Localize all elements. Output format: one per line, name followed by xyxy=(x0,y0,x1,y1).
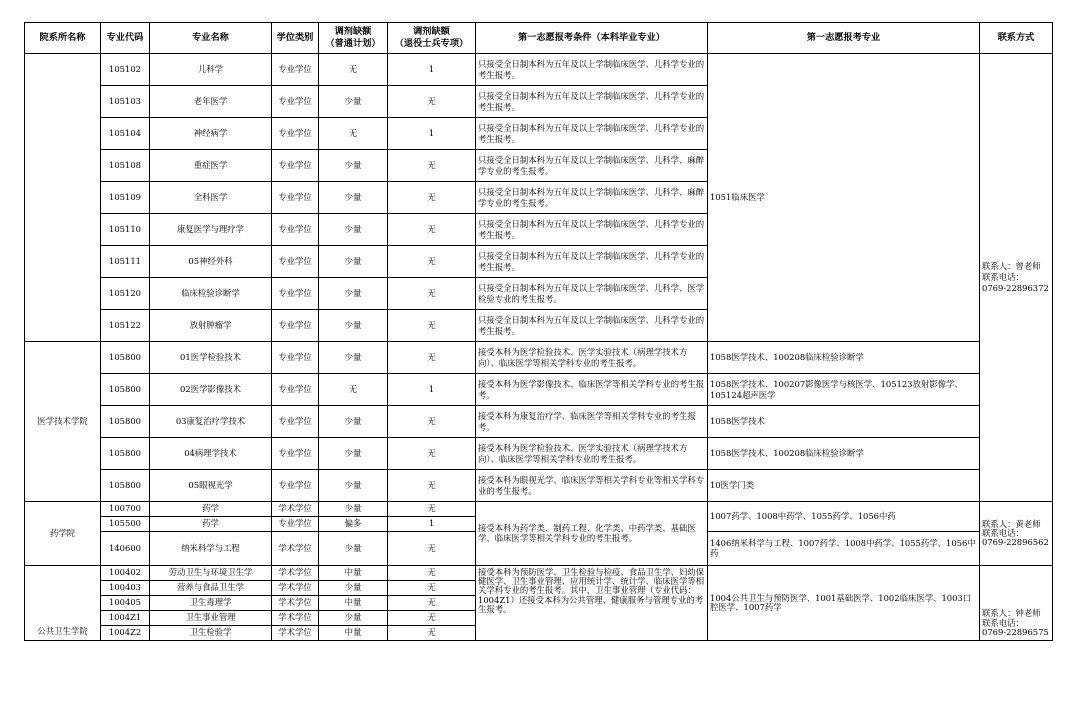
table-row xyxy=(25,54,1053,86)
general-quota-cell: 无 xyxy=(319,54,388,86)
general-quota-cell: 无 xyxy=(319,374,388,406)
contact-phone-label: 联系电话： xyxy=(982,272,1024,283)
college-cell-medtech: 医学技术学院 xyxy=(25,342,101,502)
code-cell: 100405 xyxy=(101,596,150,611)
table-row xyxy=(25,502,1053,517)
name-cell: 放射肿瘤学 xyxy=(150,310,272,342)
condition-cell: 接受本科为医学影像技术、临床医学等相关学科专业的考生报考。 xyxy=(476,374,708,406)
veteran-quota-cell: 无 xyxy=(388,214,476,246)
college-cell-pharmacy: 药学院 xyxy=(25,502,101,566)
veteran-quota-cell: 无 xyxy=(388,406,476,438)
general-quota-cell: 少量 xyxy=(319,438,388,470)
degree-cell: 专业学位 xyxy=(272,278,319,310)
general-quota-cell: 少量 xyxy=(319,278,388,310)
first-choice-cell: 1058医学技术、100208临床检验诊断学 xyxy=(708,342,980,374)
code-cell: 105800 xyxy=(101,406,150,438)
table-row xyxy=(25,342,1053,374)
veteran-quota-cell: 无 xyxy=(388,342,476,374)
general-quota-cell: 少量 xyxy=(319,342,388,374)
table-row xyxy=(25,566,1053,581)
condition-cell: 只接受全日制本科为五年及以上学制临床医学、儿科学专业的考生报考。 xyxy=(476,118,708,150)
first-choice-cell-publichealth: 1004公共卫生与预防医学、1001基础医学、1002临床医学、1003口腔医学、1007药学 xyxy=(708,566,980,641)
first-choice-cell: 1058医学技术、100207影像医学与核医学、105123放射影像学、105124超声医学 xyxy=(708,374,980,406)
name-cell: 劳动卫生与环境卫生学 xyxy=(150,566,272,581)
code-cell: 105102 xyxy=(101,54,150,86)
name-cell: 卫生毒理学 xyxy=(150,596,272,611)
veteran-quota-cell: 1 xyxy=(388,54,476,86)
code-cell: 105122 xyxy=(101,310,150,342)
degree-cell: 专业学位 xyxy=(272,438,319,470)
condition-cell: 接受本科为医学检验技术、医学实验技术（病理学技术方向）、临床医学等相关学科专业的考生报考。 xyxy=(476,438,708,470)
veteran-quota-cell: 无 xyxy=(388,182,476,214)
veteran-quota-cell: 无 xyxy=(388,86,476,118)
code-cell: 105800 xyxy=(101,342,150,374)
general-quota-cell: 无 xyxy=(319,118,388,150)
name-cell: 纳米科学与工程 xyxy=(150,532,272,566)
name-cell: 药学 xyxy=(150,517,272,532)
code-cell: 105800 xyxy=(101,374,150,406)
contact-cell-publichealth xyxy=(980,566,1053,641)
table-row xyxy=(25,470,1053,502)
code-cell: 105110 xyxy=(101,214,150,246)
contact-phone-label: 联系电话： xyxy=(982,617,1024,628)
header-college: 院系所名称 xyxy=(25,23,101,54)
condition-cell: 接受本科为康复治疗学、临床医学等相关学科专业的考生报考。 xyxy=(476,406,708,438)
general-quota-cell: 少量 xyxy=(319,581,388,596)
veteran-quota-cell: 1 xyxy=(388,118,476,150)
degree-cell: 专业学位 xyxy=(272,310,319,342)
condition-cell: 只接受全日制本科为五年及以上学制临床医学、儿科学专业的考生报考。 xyxy=(476,54,708,86)
degree-cell: 专业学位 xyxy=(272,470,319,502)
name-cell: 全科医学 xyxy=(150,182,272,214)
veteran-quota-cell: 1 xyxy=(388,517,476,532)
name-cell: 临床检验诊断学 xyxy=(150,278,272,310)
degree-cell: 专业学位 xyxy=(272,150,319,182)
code-cell: 100402 xyxy=(101,566,150,581)
contact-phone: 0769-22896562 xyxy=(982,537,1049,548)
name-cell: 药学 xyxy=(150,502,272,517)
veteran-quota-cell: 无 xyxy=(388,581,476,596)
veteran-quota-cell: 无 xyxy=(388,596,476,611)
degree-cell: 专业学位 xyxy=(272,517,319,532)
general-quota-cell: 少量 xyxy=(319,406,388,438)
contact-person: 联系人：黄老师 xyxy=(982,518,1041,529)
veteran-quota-cell: 1 xyxy=(388,374,476,406)
degree-cell: 专业学位 xyxy=(272,342,319,374)
first-choice-cell: 10医学门类 xyxy=(708,470,980,502)
name-cell: 05神经外科 xyxy=(150,246,272,278)
college-cell-clinical xyxy=(25,54,101,342)
contact-person: 联系人：曾老师 xyxy=(982,261,1041,272)
veteran-quota-cell: 无 xyxy=(388,566,476,581)
college-cell-publichealth: 公共卫生学院 xyxy=(25,566,101,641)
condition-cell: 只接受全日制本科为五年及以上学制临床医学、儿科学专业的考生报考。 xyxy=(476,310,708,342)
header-condition: 第一志愿报考条件（本科毕业专业） xyxy=(476,23,708,54)
header-name: 专业名称 xyxy=(150,23,272,54)
degree-cell: 专业学位 xyxy=(272,54,319,86)
table-row xyxy=(25,374,1053,406)
general-quota-cell: 少量 xyxy=(319,532,388,566)
name-cell: 03康复治疗学技术 xyxy=(150,406,272,438)
name-cell: 重症医学 xyxy=(150,150,272,182)
veteran-quota-cell: 无 xyxy=(388,438,476,470)
veteran-quota-cell: 无 xyxy=(388,470,476,502)
degree-cell: 学术学位 xyxy=(272,581,319,596)
header-row xyxy=(25,23,1053,54)
degree-cell: 学术学位 xyxy=(272,502,319,517)
first-choice-cell-pharmacy-a: 1007药学、1008中药学、1055药学、1056中药 xyxy=(708,502,980,532)
header-code: 专业代码 xyxy=(101,23,150,54)
general-quota-cell: 偏多 xyxy=(319,517,388,532)
veteran-quota-cell: 无 xyxy=(388,532,476,566)
header-quota-general xyxy=(319,23,388,54)
table-row xyxy=(25,406,1053,438)
contact-phone: 0769-22896575 xyxy=(982,626,1049,637)
general-quota-cell: 少量 xyxy=(319,86,388,118)
condition-cell: 接受本科为眼视光学、临床医学等相关学科专业等相关学科专业的考生报考。 xyxy=(476,470,708,502)
code-cell: 105800 xyxy=(101,438,150,470)
condition-cell-pharmacy: 接受本科为药学类、制药工程、化学类、中药学类、基础医学、临床医学等相关学科专业的考生报考。 xyxy=(476,502,708,566)
general-quota-cell: 少量 xyxy=(319,611,388,626)
contact-cell-pharmacy xyxy=(980,502,1053,566)
general-quota-cell: 少量 xyxy=(319,150,388,182)
code-cell: 100700 xyxy=(101,502,150,517)
condition-cell: 只接受全日制本科为五年及以上学制临床医学、儿科学、麻醉学专业的考生报考。 xyxy=(476,182,708,214)
veteran-quota-cell: 无 xyxy=(388,246,476,278)
header-quota-general-line2: （普通计划） xyxy=(325,38,381,49)
code-cell: 105109 xyxy=(101,182,150,214)
header-contact: 联系方式 xyxy=(980,23,1053,54)
general-quota-cell: 中量 xyxy=(319,626,388,641)
name-cell: 04病理学技术 xyxy=(150,438,272,470)
degree-cell: 专业学位 xyxy=(272,118,319,150)
degree-cell: 专业学位 xyxy=(272,406,319,438)
condition-cell: 只接受全日制本科为五年及以上学制临床医学、儿科学专业的考生报考。 xyxy=(476,214,708,246)
name-cell: 儿科学 xyxy=(150,54,272,86)
header-quota-general-line1: 调剂缺额 xyxy=(334,26,372,38)
header-quota-veteran-line2: （退役士兵专项） xyxy=(394,38,469,49)
code-cell: 105111 xyxy=(101,246,150,278)
degree-cell: 专业学位 xyxy=(272,374,319,406)
contact-person: 联系人：钟老师 xyxy=(982,608,1041,619)
first-choice-cell: 1058医学技术 xyxy=(708,406,980,438)
veteran-quota-cell: 无 xyxy=(388,502,476,517)
condition-cell: 只接受全日制本科为五年及以上学制临床医学、儿科学、医学检验专业的考生报考。 xyxy=(476,278,708,310)
veteran-quota-cell: 无 xyxy=(388,150,476,182)
code-cell: 105108 xyxy=(101,150,150,182)
code-cell: 105500 xyxy=(101,517,150,532)
header-quota-veteran-line1: 调剂缺额 xyxy=(413,26,450,38)
general-quota-cell: 少量 xyxy=(319,182,388,214)
degree-cell: 学术学位 xyxy=(272,596,319,611)
name-cell: 01医学检验技术 xyxy=(150,342,272,374)
code-cell: 105103 xyxy=(101,86,150,118)
degree-cell: 学术学位 xyxy=(272,566,319,581)
table-row xyxy=(25,438,1053,470)
name-cell: 卫生检验学 xyxy=(150,626,272,641)
condition-cell: 只接受全日制本科为五年及以上学制临床医学、儿科学、麻醉学专业的考生报考。 xyxy=(476,150,708,182)
code-cell: 105104 xyxy=(101,118,150,150)
general-quota-cell: 少量 xyxy=(319,502,388,517)
condition-cell: 接受本科为医学检验技术、医学实验技术（病理学技术方向）、临床医学等相关学科专业的考生报考。 xyxy=(476,342,708,374)
header-degree: 学位类别 xyxy=(272,23,319,54)
name-cell: 康复医学与理疗学 xyxy=(150,214,272,246)
general-quota-cell: 中量 xyxy=(319,566,388,581)
veteran-quota-cell: 无 xyxy=(388,310,476,342)
first-choice-cell-clinical: 1051临床医学 xyxy=(708,54,980,342)
code-cell: 140600 xyxy=(101,532,150,566)
name-cell: 05眼视光学 xyxy=(150,470,272,502)
contact-phone: 0769-22896372 xyxy=(982,282,1049,293)
code-cell: 105120 xyxy=(101,278,150,310)
contact-phone-label: 联系电话： xyxy=(982,527,1024,538)
code-cell: 105800 xyxy=(101,470,150,502)
veteran-quota-cell: 无 xyxy=(388,278,476,310)
name-cell: 卫生事业管理 xyxy=(150,611,272,626)
degree-cell: 学术学位 xyxy=(272,532,319,566)
condition-cell: 只接受全日制本科为五年及以上学制临床医学、儿科学专业的考生报考。 xyxy=(476,246,708,278)
name-cell: 营养与食品卫生学 xyxy=(150,581,272,596)
code-cell: 100403 xyxy=(101,581,150,596)
degree-cell: 专业学位 xyxy=(272,214,319,246)
degree-cell: 学术学位 xyxy=(272,626,319,641)
degree-cell: 专业学位 xyxy=(272,246,319,278)
veteran-quota-cell: 无 xyxy=(388,626,476,641)
code-cell: 1004Z2 xyxy=(101,626,150,641)
header-first-choice: 第一志愿报考专业 xyxy=(708,23,980,54)
general-quota-cell: 少量 xyxy=(319,470,388,502)
general-quota-cell: 少量 xyxy=(319,310,388,342)
admissions-table xyxy=(24,22,1053,641)
code-cell: 1004Z1 xyxy=(101,611,150,626)
name-cell: 02医学影像技术 xyxy=(150,374,272,406)
degree-cell: 学术学位 xyxy=(272,611,319,626)
name-cell: 神经病学 xyxy=(150,118,272,150)
condition-cell: 只接受全日制本科为五年及以上学制临床医学、儿科学专业的考生报考。 xyxy=(476,86,708,118)
veteran-quota-cell: 无 xyxy=(388,611,476,626)
condition-cell-publichealth: 接受本科为预防医学、卫生检验与检疫、食品卫生学、妇幼保健医学、卫生事业管理、应用统计学、统计学、临床医学等相关学科专业的考生报考。其中，卫生事业管理（专业代码：1004Z1）还接受本科为公共管理、健康服务与管理专业的考生报考。 xyxy=(476,566,708,641)
general-quota-cell: 少量 xyxy=(319,214,388,246)
degree-cell: 专业学位 xyxy=(272,86,319,118)
first-choice-cell: 1058医学技术、100208临床检验诊断学 xyxy=(708,438,980,470)
general-quota-cell: 少量 xyxy=(319,246,388,278)
general-quota-cell: 中量 xyxy=(319,596,388,611)
first-choice-cell-pharmacy-b: 1406纳米科学与工程、1007药学、1008中药学、1055药学、1056中药 xyxy=(708,532,980,566)
degree-cell: 专业学位 xyxy=(272,182,319,214)
contact-cell-medtech xyxy=(980,54,1053,502)
name-cell: 老年医学 xyxy=(150,86,272,118)
header-quota-veteran xyxy=(388,23,476,54)
